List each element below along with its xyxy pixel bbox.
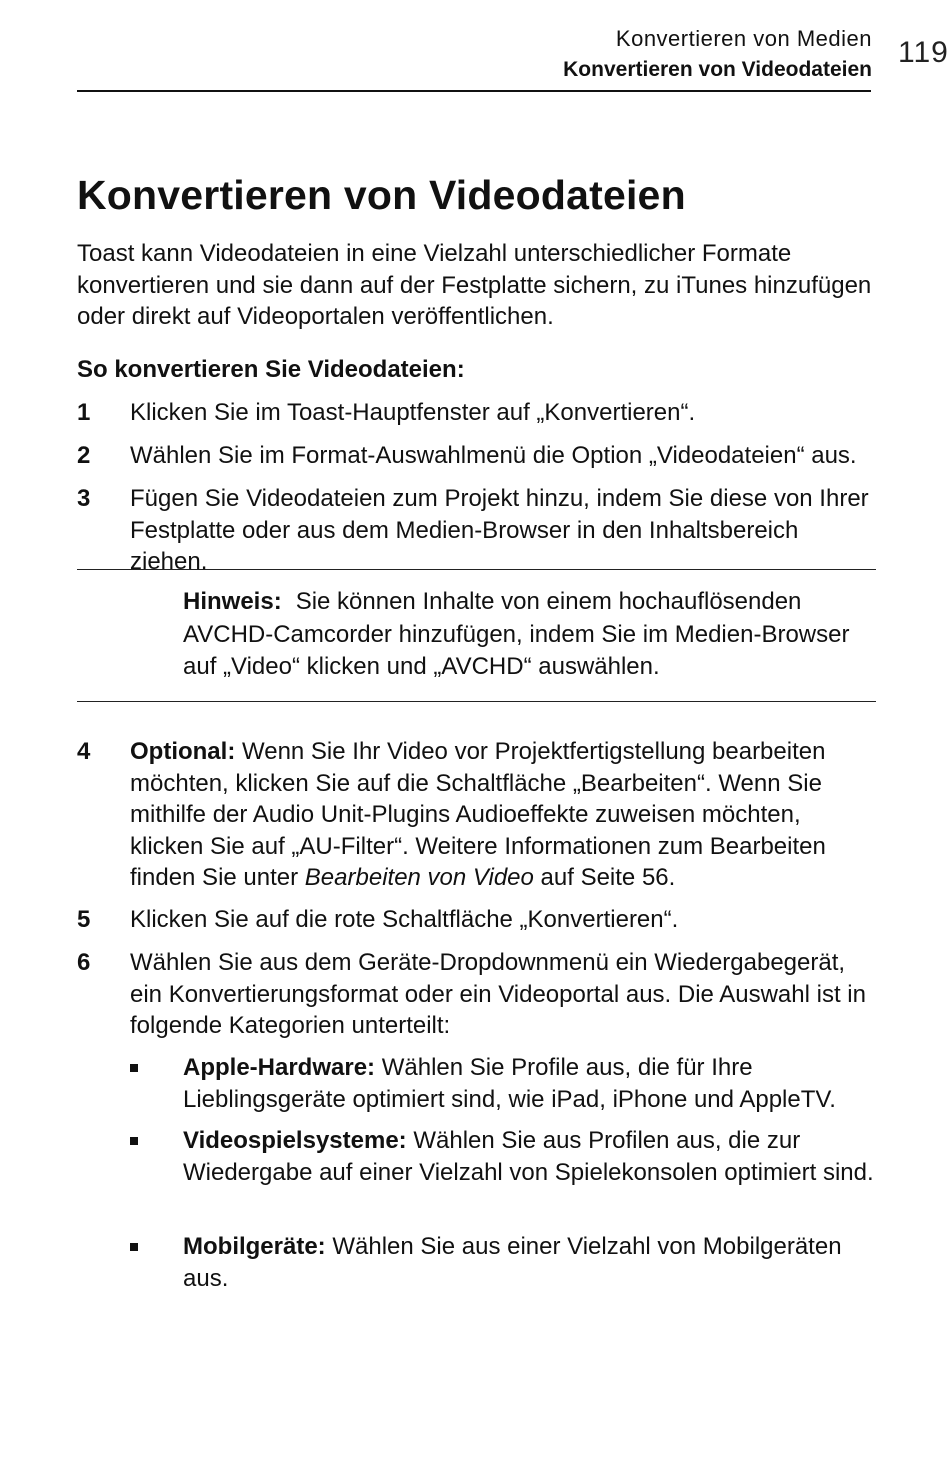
- step-text: Wählen Sie aus dem Geräte-Dropdownmenü ein Wiedergabegerät, ein Konvertierungsformat oder ein Videoportal aus. Die Auswahl ist in folgende Kategorien unterteilt:: [130, 949, 866, 1039]
- step-2: [77, 440, 877, 472]
- bullet-item-videospielsysteme: [130, 1125, 875, 1188]
- bullet-label: Videospielsysteme:: [183, 1127, 407, 1154]
- bullet-item-apple-hardware: [130, 1052, 875, 1115]
- bullet-text: Wählen Sie aus einer Vielzahl von Mobilgeräten aus.: [183, 1233, 842, 1292]
- step-1: [77, 397, 877, 429]
- note-text: Sie können Inhalte von einem hochauflösenden AVCHD-Camcorder hinzufügen, indem Sie im Medien-Browser auf „Video“ klicken und „AVCHD“ auswählen.: [183, 588, 850, 680]
- bullet-label: Mobilgeräte:: [183, 1233, 326, 1260]
- step-number: 2: [77, 442, 91, 469]
- header-divider: [77, 90, 871, 92]
- square-bullet-icon: [130, 1064, 138, 1072]
- step-text: Klicken Sie im Toast-Hauptfenster auf „Konvertieren“.: [130, 399, 696, 426]
- intro-paragraph: Toast kann Videodateien in eine Vielzahl unterschiedlicher Formate konvertieren und sie dann auf der Festplatte sichern, zu iTunes hinzufügen oder direkt auf Videoportalen veröffentlichen.: [77, 240, 872, 330]
- square-bullet-icon: [130, 1137, 138, 1145]
- step-label: Optional:: [130, 738, 236, 765]
- step-6: [77, 947, 877, 1042]
- running-header: [563, 24, 872, 86]
- page-title: Konvertieren von Videodateien: [77, 172, 686, 218]
- step-number: 5: [77, 906, 91, 933]
- bullet-label: Apple-Hardware:: [183, 1054, 376, 1081]
- bullet-text: Wählen Sie aus Profilen aus, die zur Wiedergabe auf einer Vielzahl von Spielekonsolen optimiert sind.: [183, 1127, 874, 1186]
- square-bullet-icon: [130, 1243, 138, 1251]
- note-bottom-divider: [77, 701, 876, 702]
- step-number: 4: [77, 738, 91, 765]
- step-4: [77, 736, 877, 894]
- step-text-part: auf Seite 56.: [533, 864, 676, 891]
- step-number: 6: [77, 949, 91, 976]
- note-label: Hinweis:: [183, 588, 282, 615]
- note-top-divider: [77, 569, 876, 570]
- section-title: Konvertieren von Videodateien: [563, 58, 872, 81]
- step-text: [130, 736, 877, 894]
- step-number: 1: [77, 399, 91, 426]
- step-text: Wählen Sie im Format-Auswahlmenü die Option „Videodateien“ aus.: [130, 442, 857, 469]
- step-text: Fügen Sie Videodateien zum Projekt hinzu, indem Sie diese von Ihrer Festplatte oder aus dem Medien-Browser in den Inhaltsbereich ziehen.: [130, 485, 869, 575]
- step-3: [77, 483, 877, 578]
- bullet-item-mobilgeraete: [130, 1231, 875, 1294]
- step-text: Klicken Sie auf die rote Schaltfläche „Konvertieren“.: [130, 906, 679, 933]
- step-5: [77, 904, 877, 936]
- step-number: 3: [77, 485, 91, 512]
- cross-reference: Bearbeiten von Video: [304, 864, 534, 891]
- bullet-text: Wählen Sie Profile aus, die für Ihre Lieblingsgeräte optimiert sind, wie iPad, iPhone und AppleTV.: [183, 1054, 836, 1113]
- page-number: 119: [898, 36, 949, 69]
- procedure-heading: So konvertieren Sie Videodateien:: [77, 356, 465, 383]
- chapter-title: Konvertieren von Medien: [615, 26, 872, 51]
- step-text-part: Wenn Sie Ihr Video vor Projektfertigstellung bearbeiten möchten, klicken Sie auf die Schaltfläche „Bearbeiten“. Wenn Sie mithilfe der Audio Unit-Plugins Audioeffekte zuweisen möchten, klicken Sie auf „AU-Filter“. Weitere Informationen zum Bearbeiten finden Sie unter: [130, 738, 826, 891]
- note-box: [183, 586, 873, 684]
